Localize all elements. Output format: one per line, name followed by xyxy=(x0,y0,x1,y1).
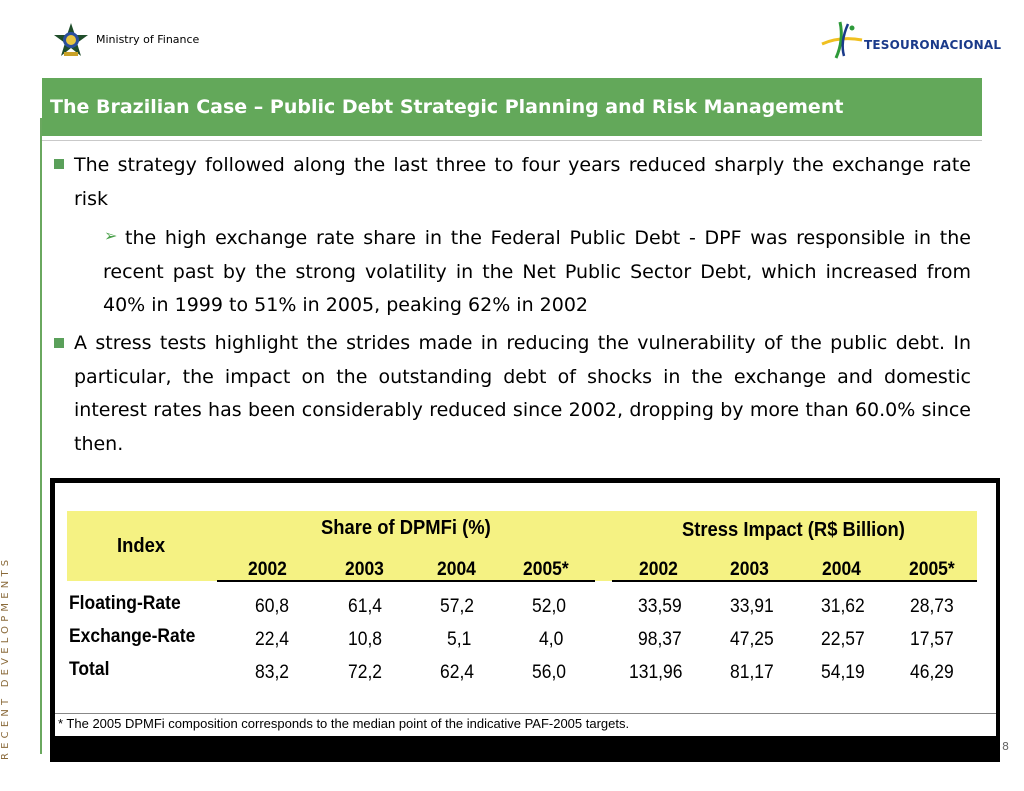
index-header: Index xyxy=(117,535,166,557)
table-cell: 83,2 xyxy=(255,662,290,683)
stress-underline xyxy=(612,580,977,582)
table-cell: 5,1 xyxy=(447,629,472,650)
left-accent-rule xyxy=(40,118,42,754)
bullet-paragraph-2: A stress tests highlight the strides made in reducing the vulnerability of the public debt. In particular, the impact on the outstanding debt of shocks in the exchange and domestic interest rates has been considerably reduced since 2002, dropping by more than 60.0% since then. xyxy=(74,332,971,456)
stress-year-2003: 2003 xyxy=(730,559,769,580)
table-cell: 72,2 xyxy=(348,662,383,683)
table-cell: 61,4 xyxy=(348,596,383,617)
table-cell: 31,62 xyxy=(821,596,865,617)
title-bar xyxy=(42,78,982,136)
table-footnote: * The 2005 DPMFi composition corresponds to the median point of the indicative PAF-2005 targets. xyxy=(58,716,630,731)
nacional-word: NACIONAL xyxy=(929,38,1002,52)
stress-year-2005: 2005* xyxy=(909,559,955,580)
stress-test-table xyxy=(50,478,1000,762)
share-underline xyxy=(217,580,595,582)
table-cell: 46,29 xyxy=(910,662,954,683)
table-cell: 28,73 xyxy=(910,596,954,617)
table-cell: 10,8 xyxy=(348,629,383,650)
table-cell: 33,59 xyxy=(638,596,682,617)
ministry-label: Ministry of Finance xyxy=(96,33,200,46)
share-header: Share of DPMFi (%) xyxy=(321,517,491,539)
tesouro-nacional-logo xyxy=(818,20,1002,60)
table-cell: 33,91 xyxy=(730,596,774,617)
coat-of-arms-logo xyxy=(52,22,90,60)
table-body xyxy=(55,483,996,736)
table-cell: 22,57 xyxy=(821,629,865,650)
table-cell: 47,25 xyxy=(730,629,774,650)
table-cell: 57,2 xyxy=(440,596,475,617)
share-year-2003: 2003 xyxy=(345,559,384,580)
row-label-floating: Floating-Rate xyxy=(69,593,181,614)
title-divider xyxy=(42,140,982,141)
share-year-2005: 2005* xyxy=(523,559,569,580)
table-cell: 22,4 xyxy=(255,629,290,650)
table-cell: 17,57 xyxy=(910,629,954,650)
stress-header: Stress Impact (R$ Billion) xyxy=(682,519,905,541)
arrow-bullet-icon: ➢ xyxy=(104,226,118,245)
table-cell: 60,8 xyxy=(255,596,290,617)
row-label-exchange: Exchange-Rate xyxy=(69,626,196,647)
tesouro-word: TESOURO xyxy=(864,38,930,52)
share-year-2002: 2002 xyxy=(248,559,287,580)
row-label-total: Total xyxy=(69,659,110,680)
table-cell: 52,0 xyxy=(532,596,567,617)
page-number: 8 xyxy=(1002,740,1009,753)
square-bullet-icon xyxy=(54,159,64,169)
section-side-label: RECENT DEVELOPMENTS xyxy=(0,555,11,760)
share-year-2004: 2004 xyxy=(437,559,476,580)
stress-year-2004: 2004 xyxy=(822,559,861,580)
footnote-divider xyxy=(55,713,996,714)
sub-bullet-text: the high exchange rate share in the Federal Public Debt - DPF was responsible in the recent past by the strong volatility in the Net Public Sector Debt, which increased from 40% in 1999 to 51% in 2005, peaking 62% in 2002 xyxy=(103,227,971,317)
table-cell: 62,4 xyxy=(440,662,475,683)
page-title: The Brazilian Case – Public Debt Strategic Planning and Risk Management xyxy=(50,96,844,118)
stress-year-2002: 2002 xyxy=(639,559,678,580)
table-cell: 131,96 xyxy=(629,662,683,683)
bullet-paragraph-1: The strategy followed along the last three to four years reduced sharply the exchange rate risk xyxy=(74,154,971,210)
table-cell: 98,37 xyxy=(638,629,682,650)
table-cell: 81,17 xyxy=(730,662,774,683)
table-cell: 4,0 xyxy=(539,629,564,650)
table-cell: 54,19 xyxy=(821,662,865,683)
square-bullet-icon xyxy=(54,338,64,348)
sub-bullet-paragraph xyxy=(103,222,971,323)
table-cell: 56,0 xyxy=(532,662,567,683)
